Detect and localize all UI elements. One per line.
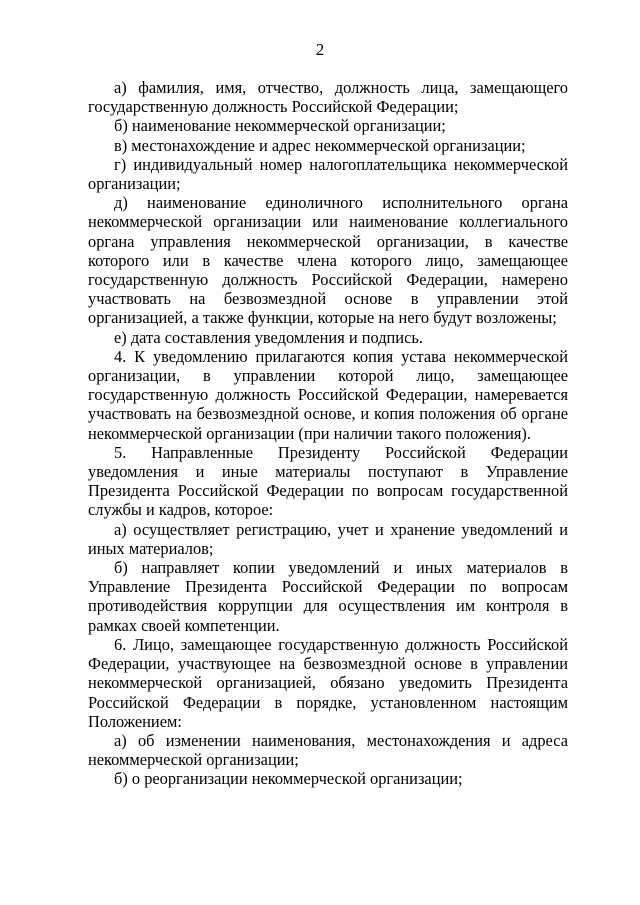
paragraph-clause-6: 6. Лицо, замещающее государственную должность Российской Федерации, участвующее на безвозмездной основе в управлении некоммерческой организацией, обязано уведомить Президента Российской Федерации в порядке, установленном настоящим Положением: [88, 634, 568, 731]
paragraph-item-v-location: в) местонахождение и адрес некоммерческой организации; [114, 135, 526, 155]
paragraph-clause-4: 4. К уведомлению прилагаются копия устава некоммерческой организации, в управлении которой лицо, замещающее государственную должность Российской Федерации, намеревается участвовать на безвозмездной основе, и копия положения об органе некоммерческой организации (при наличии такого положения). [88, 346, 568, 443]
paragraph-item-d-governing-body: д) наименование единоличного исполнительного органа некоммерческой организации или наименование коллегиального органа управления некоммерческой организации, в качестве которого или в качестве члена которого лицо, замещающее государственную должность Российской Федерации, намерено участвовать на безвозмездной основе в управлении этой организацией, а также функции, которые на него будут возложены; [88, 193, 568, 328]
paragraph-clause-6-item-a: а) об изменении наименования, местонахождения и адреса некоммерческой организации; [88, 730, 568, 770]
paragraph-clause-5-item-a: а) осуществляет регистрацию, учет и хранение уведомлений и иных материалов; [88, 519, 568, 558]
page-number: 2 [315, 40, 325, 59]
paragraph-clause-5: 5. Направленные Президенту Российской Федерации уведомления и иные материалы поступают в Управление Президента Российской Федерации по вопросам государственной службы и кадров, которое: [88, 442, 568, 520]
paragraph-item-e-date-signature: е) дата составления уведомления и подпись. [114, 327, 423, 347]
paragraph-item-b-org-name: б) наименование некоммерческой организации; [114, 116, 446, 136]
document-body [88, 78, 568, 789]
paragraph-item-g-tax-id: г) индивидуальный номер налогоплательщика некоммерческой организации; [88, 154, 568, 194]
paragraph-item-a-name: а) фамилия, имя, отчество, должность лица, замещающего государственную должность Российской Федерации; [88, 78, 568, 117]
paragraph-clause-5-item-b: б) направляет копии уведомлений и иных материалов в Управление Президента Российской Федерации по вопросам противодействия коррупции для осуществления им контроля в рамках своей компетенции. [88, 558, 568, 635]
paragraph-clause-6-item-b: б) о реорганизации некоммерческой организации; [114, 769, 463, 789]
